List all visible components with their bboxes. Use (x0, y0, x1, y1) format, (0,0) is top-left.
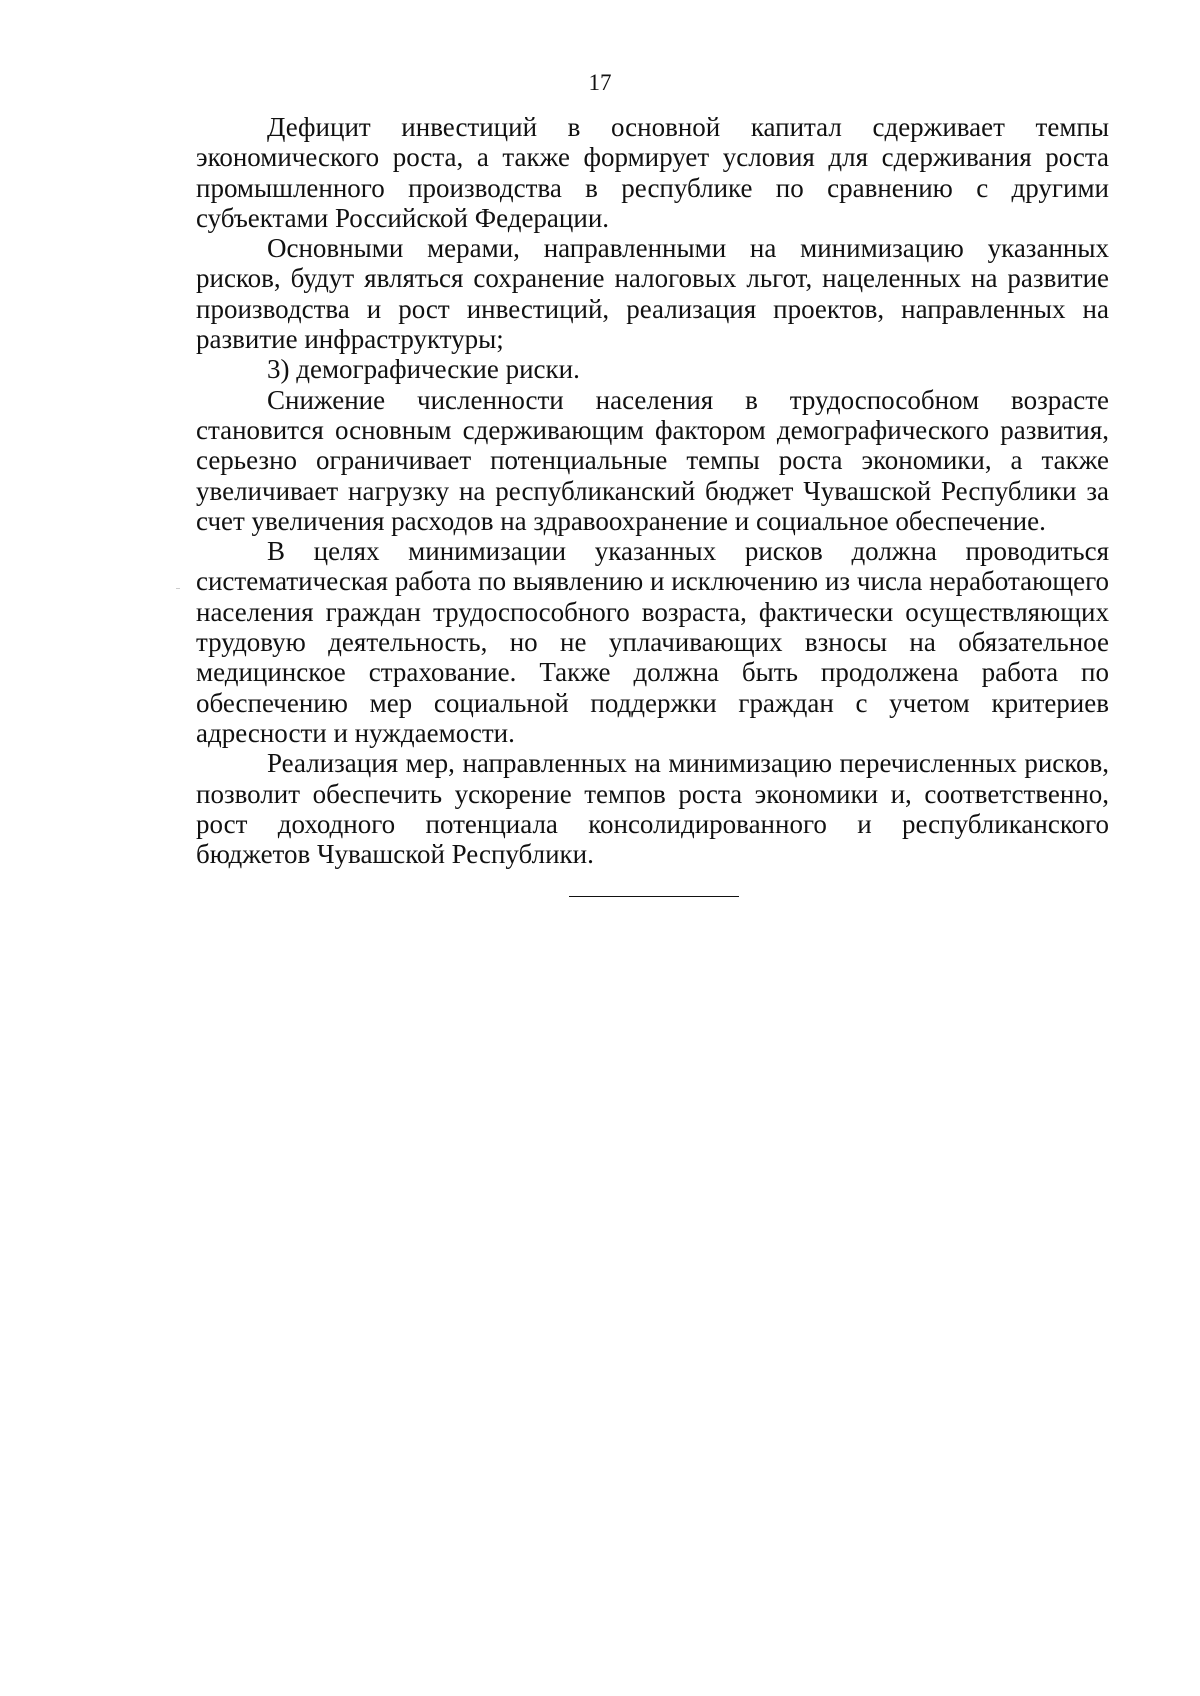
end-of-text-divider (569, 896, 739, 897)
scan-artifact (176, 588, 180, 589)
page-number: 17 (588, 70, 612, 95)
paragraph-conclusion: Реализация мер, направленных на минимизацию перечисленных рисков, позволит обеспечить ускорение темпов роста экономики и, соответственно, рост доходного потенциала консолидированного и республиканского бюджетов Чувашской Республики. (196, 748, 1109, 870)
paragraph-population-decline: Снижение численности населения в трудоспособном возрасте становится основным сдерживающим фактором демографического развития, серьезно ограничивает потенциальные темпы роста экономики, а также увеличивает нагрузку на республиканский бюджет Чувашской Республики за счет увеличения расходов на здравоохранение и социальное обеспечение. (196, 384, 1109, 536)
paragraph-risk-measures: Основными мерами, направленными на минимизацию указанных рисков, будут являться сохранение налоговых льгот, нацеленных на развитие производства и рост инвестиций, реализация проектов, направленных на развитие инфраструктуры; (196, 233, 1109, 355)
paragraph-minimization-work: В целях минимизации указанных рисков должна проводиться систематическая работа по выявлению и исключению из числа неработающего населения граждан трудоспособного возраста, фактически осуществляющих трудовую деятельность, но не уплачивающих взносы на обязательное медицинское страхование. Также должна быть продолжена работа по обеспечению мер социальной поддержки граждан с учетом критериев адресности и нуждаемости. (196, 536, 1109, 748)
paragraph-investment-deficit: Дефицит инвестиций в основной капитал сдерживает темпы экономического роста, а также формирует условия для сдерживания роста промышленного производства в республике по сравнению с другими субъектами Российской Федерации. (196, 112, 1109, 233)
list-item-demographic-risks: 3) демографические риски. (267, 354, 580, 385)
document-body (196, 112, 1109, 869)
